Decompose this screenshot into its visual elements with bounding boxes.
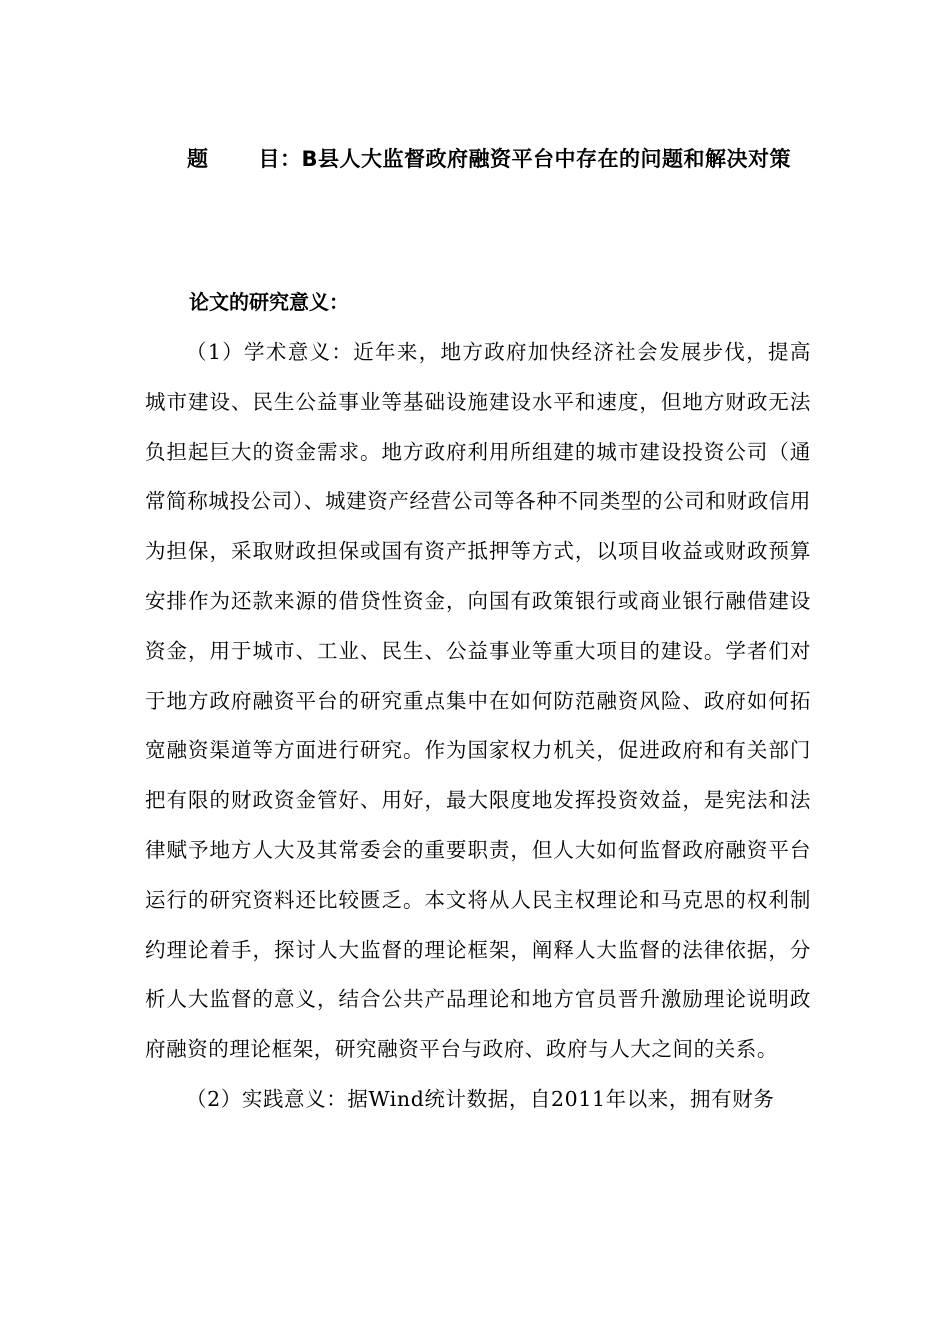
title-label-char: 题	[187, 147, 209, 171]
body-text	[145, 328, 811, 1125]
document-title	[145, 134, 811, 184]
title-text: 目：B县人大监督政府融资平台中存在的问题和解决对策	[258, 147, 792, 171]
section-heading: 论文的研究意义：	[189, 290, 349, 314]
paragraph-academic-significance: （1）学术意义：近年来，地方政府加快经济社会发展步伐，提高城市建设、民生公益事业等基础设施建设水平和速度，但地方财政无法负担起巨大的资金需求。地方政府利用所组建的城市建设投资公司（通常简称城投公司）、城建资产经营公司等各种不同类型的公司和财政信用为担保，采取财政担保或国有资产抵押等方式，以项目收益或财政预算安排作为还款来源的借贷性资金，向国有政策银行或商业银行融借建设资金，用于城市、工业、民生、公益事业等重大项目的建设。学者们对于地方政府融资平台的研究重点集中在如何防范融资风险、政府如何拓宽融资渠道等方面进行研究。作为国家权力机关，促进政府和有关部门把有限的财政资金管好、用好，最大限度地发挥投资效益，是宪法和法律赋予地方人大及其常委会的重要职责，但人大如何监督政府融资平台运行的研究资料还比较匮乏。本文将从人民主权理论和马克思的权利制约理论着手，探讨人大监督的理论框架，阐释人大监督的法律依据，分析人大监督的意义，结合公共产品理论和地方官员晋升激励理论说明政府融资的理论框架，研究融资平台与政府、政府与人大之间的关系。	[145, 340, 811, 1062]
paragraph-practical-significance: （2）实践意义：据Wind统计数据，自2011年以来，拥有财务	[186, 1086, 775, 1111]
